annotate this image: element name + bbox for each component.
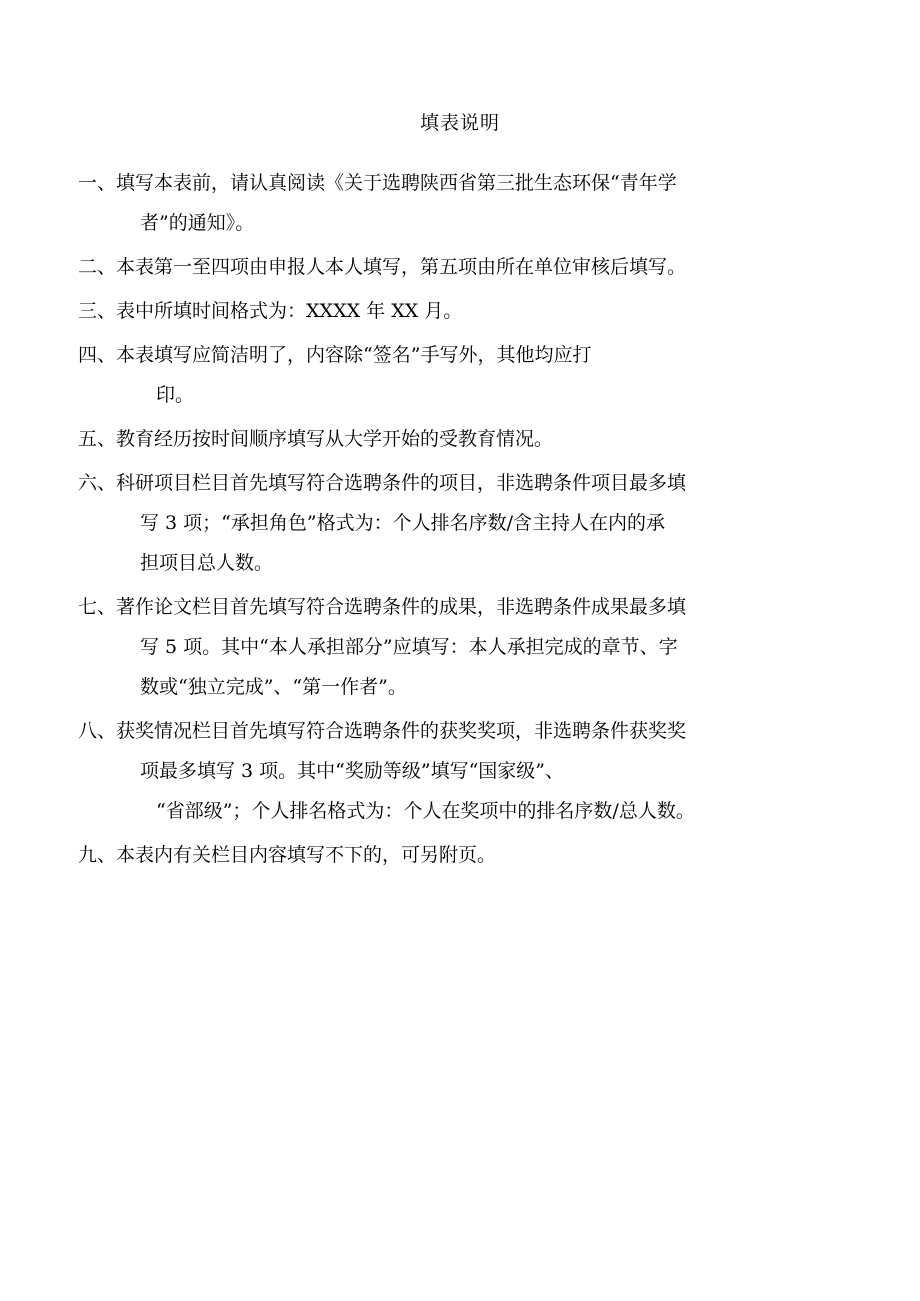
item-text-line: 写 5 项。其中“本人承担部分”应填写：本人承担完成的章节、字 [140, 635, 678, 658]
item-text-line: 印。 [156, 383, 195, 406]
instruction-item [78, 419, 842, 459]
item-text-line: 写 3 项；“承担角色”格式为：个人排名序数/含主持人在内的承 [140, 511, 665, 534]
item-number: 三、 [78, 299, 117, 322]
instruction-item [78, 291, 842, 331]
item-number: 二、 [78, 255, 117, 278]
item-number: 一、 [78, 171, 117, 194]
item-number: 六、 [78, 471, 117, 494]
item-text-line: 者”的通知》。 [140, 211, 255, 234]
item-text-line: 数或“独立完成”、“第一作者”。 [140, 675, 407, 698]
instruction-item [78, 335, 842, 415]
item-text-line: 本表填写应简洁明了，内容除“签名”手写外，其他均应打 [116, 343, 592, 366]
item-text-line: 教育经历按时间顺序填写从大学开始的受教育情况。 [116, 427, 554, 450]
item-number: 七、 [78, 595, 117, 618]
item-text-line: 表中所填时间格式为：XXXX 年 XX 月。 [116, 299, 463, 322]
instruction-item [78, 247, 842, 287]
instruction-item [78, 835, 842, 875]
instruction-item [78, 711, 842, 831]
item-number: 八、 [78, 719, 117, 742]
item-text-line: 获奖情况栏目首先填写符合选聘条件的获奖奖项，非选聘条件获奖奖 [116, 719, 687, 742]
item-number: 四、 [78, 343, 117, 366]
item-text-line: 著作论文栏目首先填写符合选聘条件的成果，非选聘条件成果最多填 [116, 595, 687, 618]
instruction-item [78, 163, 842, 243]
item-text-line: 项最多填写 3 项。其中“奖励等级”填写“国家级”、 [140, 759, 565, 782]
item-text-line: 本表第一至四项由申报人本人填写，第五项由所在单位审核后填写。 [116, 255, 687, 278]
item-number: 九、 [78, 843, 117, 866]
item-text-line: 填写本表前，请认真阅读《关于选聘陕西省第三批生态环保“青年学 [116, 171, 677, 194]
instruction-item [78, 463, 842, 583]
item-text-line: “省部级”；个人排名格式为：个人在奖项中的排名序数/总人数。 [156, 799, 695, 822]
item-number: 五、 [78, 427, 117, 450]
page-title: 填表说明 [419, 112, 500, 134]
item-text-line: 科研项目栏目首先填写符合选聘条件的项目，非选聘条件项目最多填 [116, 471, 687, 494]
instruction-item [78, 587, 842, 707]
item-text-line: 担项目总人数。 [140, 551, 274, 574]
item-text-line: 本表内有关栏目内容填写不下的，可另附页。 [116, 843, 497, 866]
